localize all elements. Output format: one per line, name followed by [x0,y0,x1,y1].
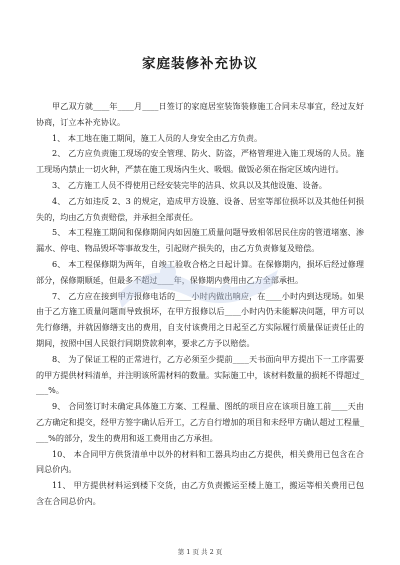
clause-4: 4、 乙方如违反 2、3 的规定，造成甲方设施、设备、居室等部位损坏以及其他任何损失的，均由乙方负责赔偿，并承担全部责任。 [36,195,364,222]
clause-2: 2、 乙方应负责施工现场的安全管理、防火、防盗，严格管理进入施工现场的人员。施工现场内禁止一切火种，严禁在施工现场内生火、吸烟。做饭必须在指定区域内进行。 [36,148,364,175]
clause-5: 5、 本工程施工期间和保修期间内如因施工质量问题导致相邻居民住房的管道堵塞、渗漏水、停电、物品毁坏等事故发生，引起财产损失的，由乙方负责修复及赔偿。 [36,227,364,254]
page-number: 第 1 页 共 2 页 [177,548,223,556]
document-body [36,99,364,510]
document-title: 家庭装修补充协议 [142,56,258,72]
clause-7: 7、 乙方应在接到甲方报修电话的____小时内做出响应，在____小时内到达现场。如果由于乙方施工质量问题而导致损坏，在甲方报修以后____小时内仍未能解决问题，甲方可以先行修缮，并就因修缮支出的费用，自支付该费用之日起至乙方实际履行质量保证责任止的期间，按照中国人民银行同期贷款利率，要求乙方予以赔偿。 [36,290,364,348]
paragraph-intro: 甲乙双方就____年____月____日签订的家庭居室装饰装修施工合同未尽事宜，经过友好协商，订立本补充协议。 [36,101,364,127]
clause-11: 11、 甲方提供材料运到楼下交货，由乙方负责搬运至楼上施工，搬运等相关费用已包含在合同总价内。 [36,480,364,506]
clause-8: 8、 为了保证工程的正常进行，乙方必须至少提前____天书面向甲方提出下一工序需要的甲方提供材料清单，并注明该所需材料的数量。实际施工中，该材料数量的损耗不得超过____%。 [36,353,364,396]
clause-1: 1、 本工地在施工期间，施工人员的人身安全由乙方负责。 [52,132,263,143]
clause-9: 9、 合同签订时未确定具体施工方案、工程量、图纸的项目应在该项目施工前____天由乙方确定和提交，经甲方签字确认后开工，乙方自行增加的项目和未经甲方确认超过工程量____%的部分，发生的费用和返工费用由乙方承担。 [36,401,364,443]
clause-10: 10、 本合同甲方供货清单中以外的材料和工器具均由乙方提供，相关费用已包含在合同总价内。 [36,448,364,475]
clause-6: 6、 本工程保修期为两年，自竣工验收合格之日起计算。在保修期内，损坏后经过修理部分，保修期顺延，但最多不超过____年，保修期内费用由乙方全部承担。 [36,258,364,285]
clause-3: 3、 乙方施工人员不得使用已经安装完毕的洁具、炊具以及其他设施、设备。 [52,179,327,190]
